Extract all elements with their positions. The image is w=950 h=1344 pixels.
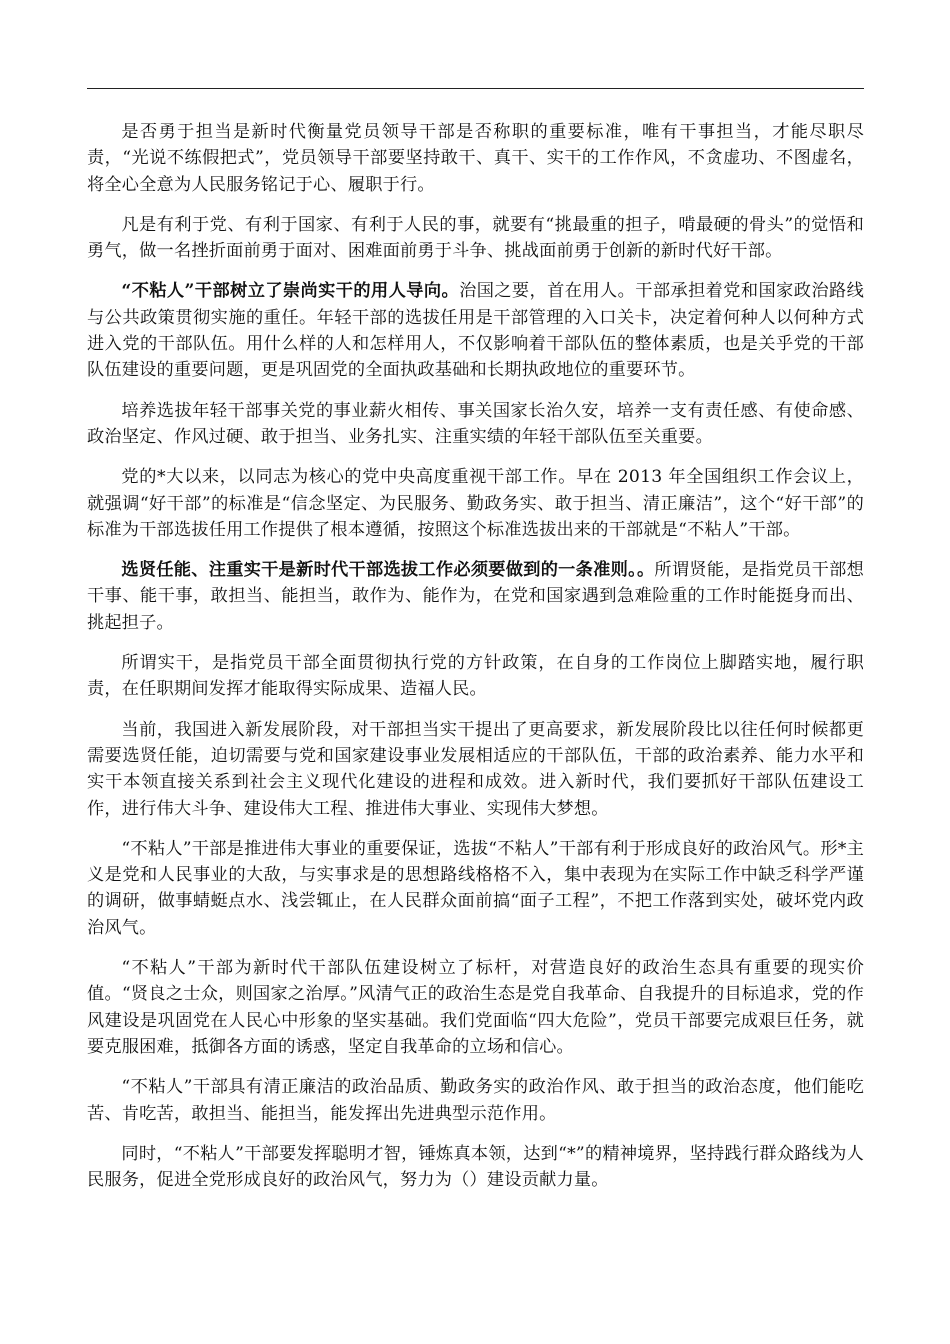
- paragraph-2: [87, 212, 864, 265]
- paragraph-7-text: 所谓实干，是指党员干部全面贯彻执行党的方针政策，在自身的工作岗位上脚踏实地，履行职责，在任职期间发挥才能取得实际成果、造福人民。: [87, 653, 864, 700]
- paragraph-3-text: 治国之要，首在用人。干部承担着党和国家政治路线与公共政策贯彻实施的重任。年轻干部的选拔任用是干部管理的入口关卡，决定着何种人以何种方式进入党的干部队伍。用什么样的人和怎样用人，不仅影响着干部队伍的整体素质，也是关乎党的干部队伍建设的重要问题，更是巩固党的全面执政基础和长期执政地位的重要环节。: [87, 281, 864, 381]
- paragraph-5-text: 党的*大以来，以同志为核心的党中央高度重视干部工作。早在 2013 年全国组织工作会议上，就强调“好干部”的标准是“信念坚定、为民服务、勤政务实、敢于担当、清正廉洁”，这个“好干部”的标准为干部选拔任用工作提供了根本遵循，按照这个标准选拔出来的干部就是“不粘人”干部。: [87, 467, 864, 540]
- paragraph-11-text: “不粘人”干部具有清正廉洁的政治品质、勤政务实的政治作风、敢于担当的政治态度，他们能吃苦、肯吃苦，敢担当、能担当，能发挥出先进典型示范作用。: [87, 1077, 864, 1124]
- paragraph-3-lead: “不粘人”干部树立了崇尚实干的用人导向。: [121, 281, 460, 302]
- paragraph-11: [87, 1074, 864, 1127]
- paragraph-9: [87, 836, 864, 941]
- paragraph-4: [87, 398, 864, 451]
- paragraph-12-text: 同时，“不粘人”干部要发挥聪明才智，锤炼真本领，达到“*”的精神境界，坚持践行群众路线为人民服务，促进全党形成良好的政治风气，努力为（）建设贡献力量。: [87, 1143, 864, 1191]
- paragraph-3: [87, 278, 864, 383]
- paragraph-1: [87, 119, 864, 198]
- paragraph-5: [87, 464, 864, 543]
- paragraph-2-text: 凡是有利于党、有利于国家、有利于人民的事，就要有“挑最重的担子，啃最硬的骨头”的觉悟和勇气，做一名挫折面前勇于面对、困难面前勇于斗争、挑战面前勇于创新的新时代好干部。: [87, 214, 864, 262]
- paragraph-10-text: “不粘人”干部为新时代干部队伍建设树立了标杆，对营造良好的政治生态具有重要的现实价值。“贤良之士众，则国家之治厚。”风清气正的政治生态是党自我革命、自我提升的目标追求，党的作风建设是巩固党在人民心中形象的坚实基础。我们党面临“四大危险”，党员干部要完成艰巨任务，就要克服困难，抵御各方面的诱惑，坚定自我革命的立场和信心。: [87, 958, 864, 1057]
- paragraph-6: [87, 557, 864, 636]
- paragraph-12: [87, 1141, 864, 1194]
- paragraph-6-text: 所谓贤能，是指党员干部想干事、能干事，敢担当、能担当，敢作为、能作为，在党和国家遇到急难险重的工作时能挺身而出、挑起担子。: [87, 560, 864, 633]
- document-body: [87, 119, 864, 1207]
- paragraph-7: [87, 650, 864, 703]
- paragraph-9-text: “不粘人”干部是推进伟大事业的重要保证，选拔“不粘人”干部有利于形成良好的政治风气。形*主义是党和人民事业的大敌，与实事求是的思想路线格格不入，集中表现为在实际工作中缺乏科学严谨的调研，做事蜻蜓点水、浅尝辄止，在人民群众面前搞“面子工程”，不把工作落到实处，破坏党内政治风气。: [87, 838, 864, 938]
- paragraph-6-lead: 选贤任能、注重实干是新时代干部选拔工作必须要做到的一条准则。。: [121, 560, 655, 581]
- paragraph-8-text: 当前，我国进入新发展阶段，对干部担当实干提出了更高要求，新发展阶段比以往任何时候都更需要选贤任能，迫切需要与党和国家建设事业发展相适应的干部队伍，干部的政治素养、能力水平和实干本领直接关系到社会主义现代化建设的进程和成效。进入新时代，我们要抓好干部队伍建设工作，进行伟大斗争、建设伟大工程、推进伟大事业、实现伟大梦想。: [87, 719, 864, 819]
- paragraph-4-text: 培养选拔年轻干部事关党的事业薪火相传、事关国家长治久安，培养一支有责任感、有使命感、政治坚定、作风过硬、敢于担当、业务扎实、注重实绩的年轻干部队伍至关重要。: [87, 400, 864, 447]
- paragraph-1-text: 是否勇于担当是新时代衡量党员领导干部是否称职的重要标准，唯有干事担当，才能尽职尽责，“光说不练假把式”，党员领导干部要坚持敢干、真干、实干的工作作风，不贪虚功、不图虚名，将全心全意为人民服务铭记于心、履职于行。: [87, 122, 864, 195]
- header-rule: [87, 88, 864, 89]
- paragraph-8: [87, 717, 864, 822]
- paragraph-10: [87, 955, 864, 1060]
